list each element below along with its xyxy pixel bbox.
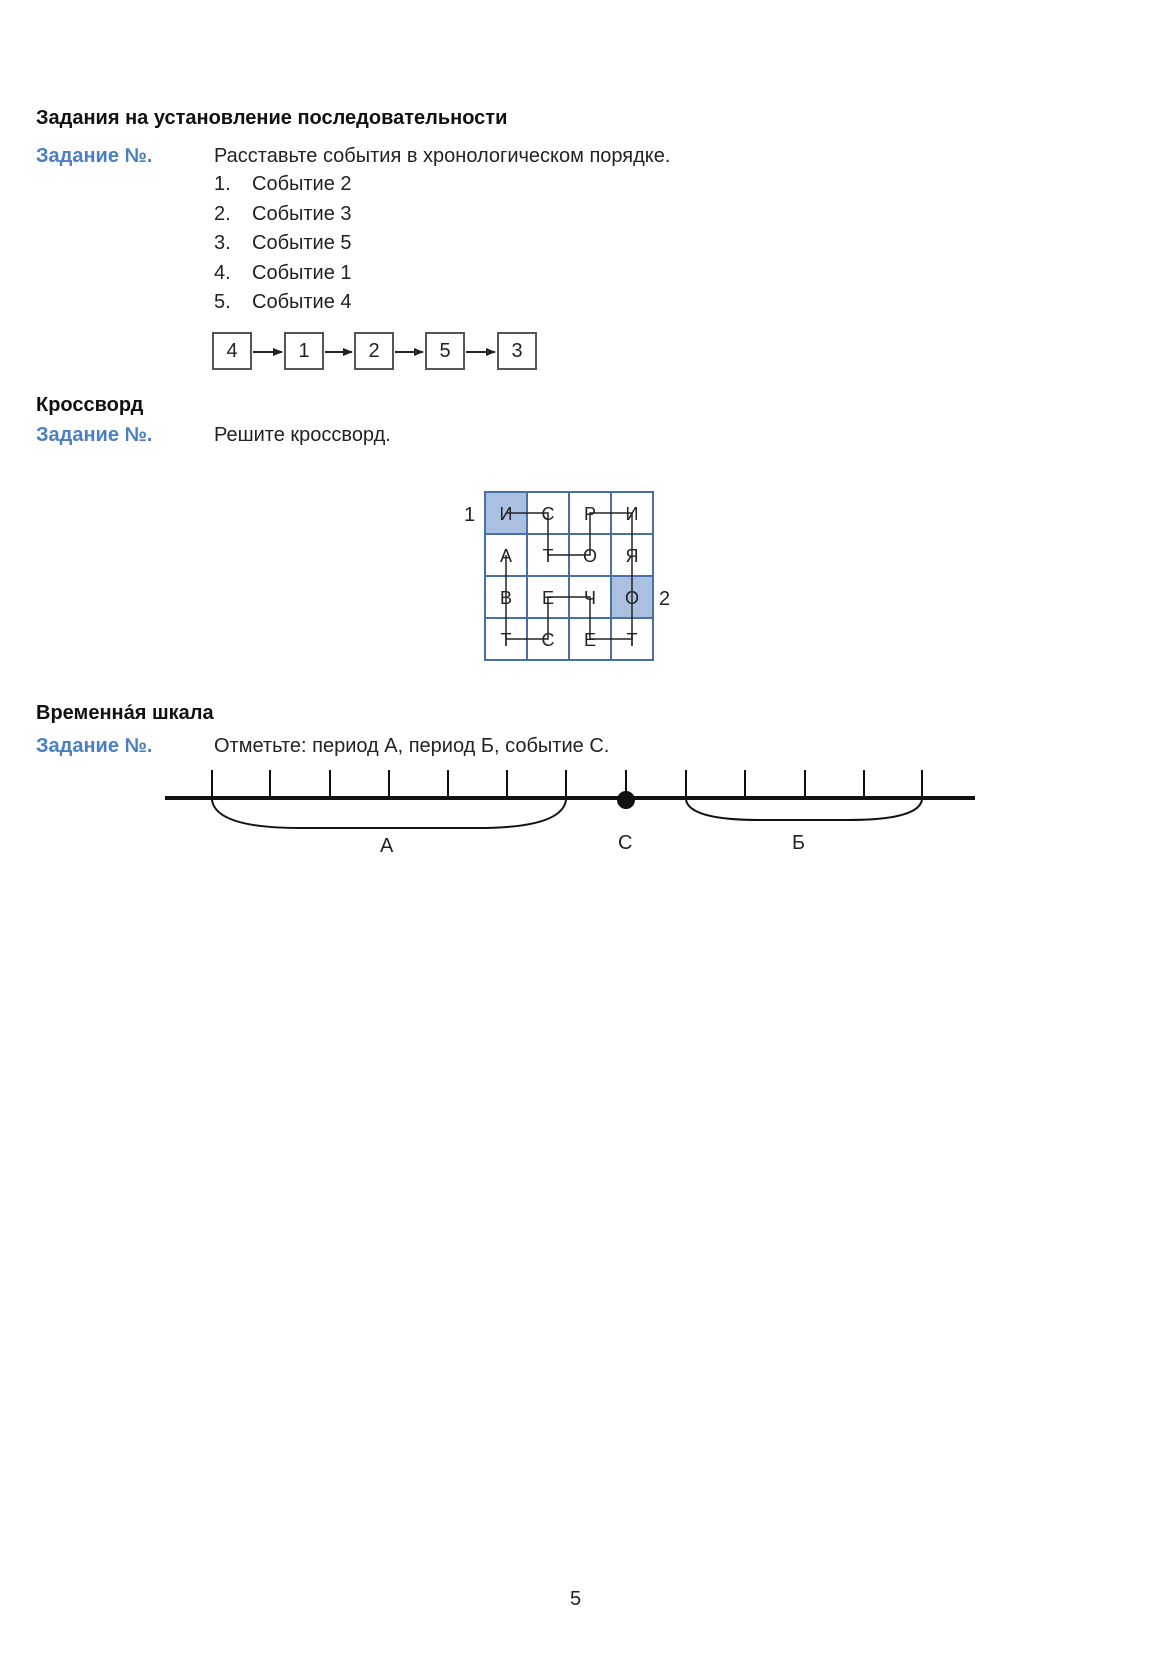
crossword-instruction: Решите кроссворд. <box>214 424 391 446</box>
event-c-label: С <box>618 832 633 854</box>
sequence-arrows <box>0 0 1175 400</box>
list-item-text: Событие 1 <box>252 261 352 284</box>
timeline-ticks <box>212 770 922 798</box>
period-a-brace <box>212 800 566 828</box>
period-a-label: А <box>380 835 394 857</box>
list-item-number: 5. <box>214 291 231 313</box>
crossword-task-label: Задание №. <box>36 424 153 446</box>
clue-number: 1 <box>464 504 476 526</box>
list-item-text: Событие 2 <box>252 173 352 195</box>
event-c-point <box>617 791 635 809</box>
answer-box: 1 <box>284 332 324 370</box>
answer-box: 5 <box>425 332 465 370</box>
grid-letter: Р <box>583 504 597 524</box>
grid-letter: Т <box>626 630 638 650</box>
timeline-task-label: Задание №. <box>36 735 153 757</box>
grid-letter: В <box>499 588 513 608</box>
grid-letter: И <box>499 504 513 524</box>
clue-number: 2 <box>659 588 671 610</box>
sequence-task-label: Задание №. <box>36 145 153 167</box>
timeline-heading: Временна́я шкала <box>36 702 214 724</box>
grid-letter: Я <box>625 546 639 566</box>
timeline <box>0 760 1175 840</box>
grid-letter: О <box>582 546 598 566</box>
grid-letter: Е <box>583 630 597 650</box>
crossword-grid <box>450 480 690 680</box>
period-b-brace <box>686 800 922 820</box>
sequence-instruction: Расставьте события в хронологическом порядке. <box>214 145 671 167</box>
grid-letter: С <box>541 504 555 524</box>
list-item-text: Событие 5 <box>252 232 352 254</box>
answer-box: 2 <box>354 332 394 370</box>
list-item-number: 1. <box>214 173 231 195</box>
page-number: 5 <box>570 1588 582 1610</box>
list-item-text: Событие 4 <box>252 291 352 313</box>
answer-box: 4 <box>212 332 252 370</box>
grid-letter: Т <box>500 630 512 650</box>
crossword-heading: Кроссворд <box>36 394 144 416</box>
grid-letter: О <box>624 588 640 608</box>
period-b-label: Б <box>792 832 806 854</box>
grid-letter: Т <box>542 546 554 566</box>
answer-box: 3 <box>497 332 537 370</box>
grid-letter: А <box>499 546 513 566</box>
list-item-number: 4. <box>214 261 231 284</box>
list-item-text: Событие 3 <box>252 202 352 225</box>
list-item-number: 2. <box>214 202 231 225</box>
sequence-heading: Задания на установление последовательности <box>36 107 508 129</box>
list-item-number: 3. <box>214 232 231 254</box>
grid-letter: Ч <box>584 588 596 608</box>
timeline-instruction: Отметьте: период А, период Б, событие С. <box>214 735 610 757</box>
grid-letter: Е <box>541 588 555 608</box>
grid-letter: С <box>541 630 555 650</box>
grid-letter: И <box>625 504 639 524</box>
